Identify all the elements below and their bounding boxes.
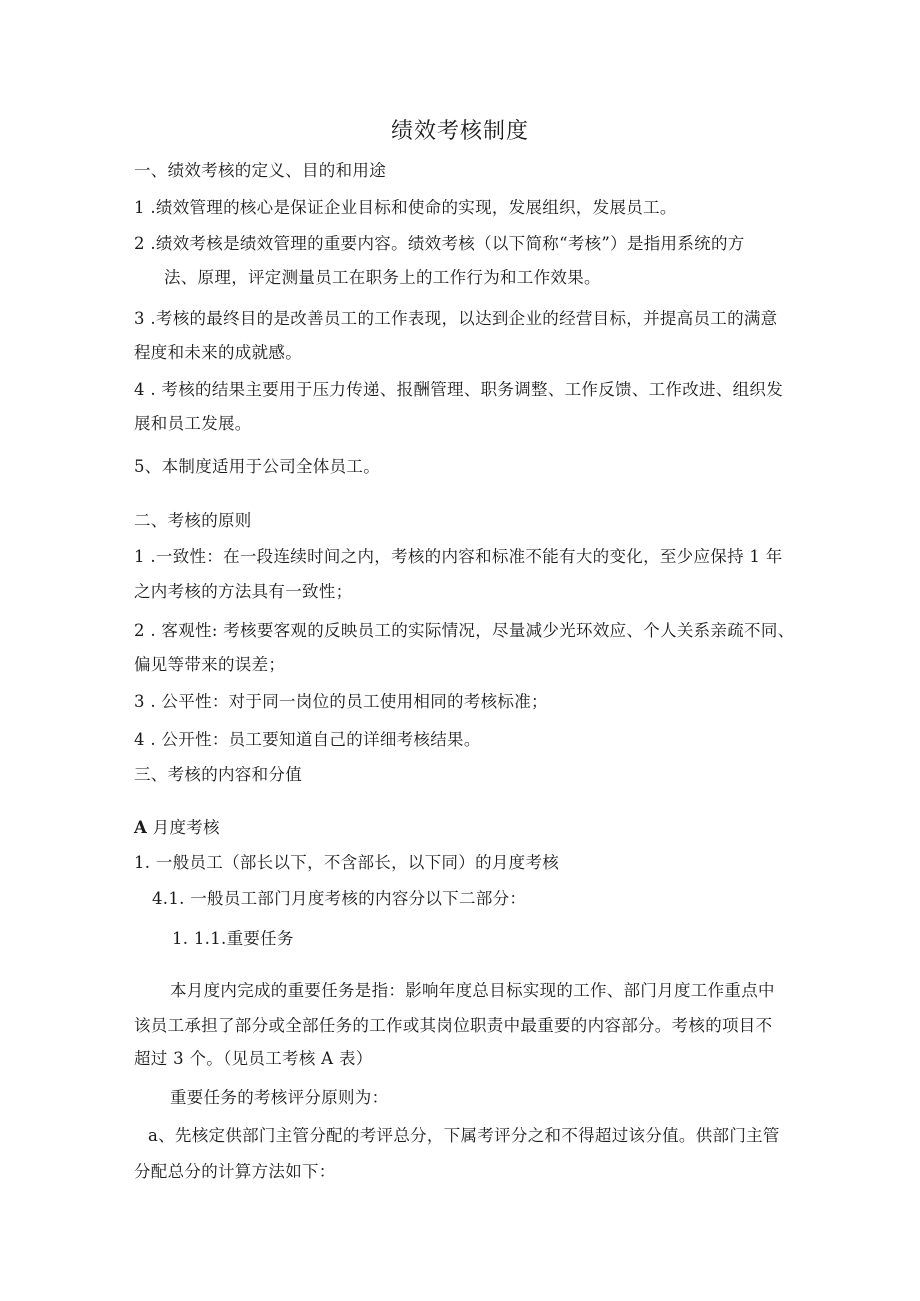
paragraph-3-line-2: 分配总分的计算方法如下： [134,1162,336,1181]
section-2-item-4: 4 . 公开性：员工要知道自己的详细考核结果。 [134,730,481,749]
paragraph-3-line-1: a、先核定供部门主管分配的考评总分，下属考评分之和不得超过该分值。供部门主管 [148,1126,780,1145]
section-1-item-2-line-2: 法、原理，评定测量员工在职务上的工作行为和工作效果。 [164,268,601,287]
paragraph-1-line-3: 超过 3 个。（见员工考核 A 表） [134,1049,373,1068]
section-3-item-1-1-1: 1. 1.1.重要任务 [172,929,294,948]
section-1-item-2-line-1: 2 .绩效考核是绩效管理的重要内容。绩效考核（以下简称“考核”）是指用系统的方 [134,234,745,253]
section-1-item-3-line-2: 程度和未来的成就感。 [134,343,302,362]
section-1-item-4-line-1: 4 . 考核的结果主要用于压力传递、报酬管理、职务调整、工作反馈、工作改进、组织发 [134,380,784,399]
subsection-a [134,817,794,839]
paragraph-1-line-1: 本月度内完成的重要任务是指：影响年度总目标实现的工作、部门月度工作重点中 [170,981,775,1000]
section-1-item-5: 5、本制度适用于公司全体员工。 [134,457,380,476]
document-title: 绩效考核制度 [390,119,529,144]
section-1-item-4-line-2: 展和员工发展。 [134,414,252,433]
section-3-heading: 三、考核的内容和分值 [134,765,302,784]
section-2-item-1-line-1: 1 .一致性：在一段连续时间之内，考核的内容和标准不能有大的变化，至少应保持 1 年 [134,547,783,566]
section-2-heading: 二、考核的原则 [134,511,252,530]
section-2-item-2-line-1: 2 . 客观性: 考核要客观的反映员工的实际情况，尽量减少光环效应、个人关系亲疏不同、 [134,621,795,640]
paragraph-2: 重要任务的考核评分原则为： [170,1088,389,1107]
section-2-item-3: 3 . 公平性：对于同一岗位的员工使用相同的考核标准； [134,692,548,711]
paragraph-1-line-2: 该员工承担了部分或全部任务的工作或其岗位职责中最重要的内容部分。考核的项目不 [134,1016,773,1035]
section-1-heading: 一、绩效考核的定义、目的和用途 [134,161,386,180]
section-2-item-2-line-2: 偏见等带来的误差； [134,655,286,674]
section-3-item-1: 1. 一般员工（部长以下，不含部长，以下同）的月度考核 [134,853,560,872]
section-1-item-1: 1 .绩效管理的核心是保证企业目标和使命的实现，发展组织，发展员工。 [134,198,677,217]
subsection-a-mark: A [134,818,148,837]
section-2-item-1-line-2: 之内考核的方法具有一致性； [134,582,353,601]
section-3-item-1-1: 4.1. 一般员工部门月度考核的内容分以下二部分： [152,889,527,908]
subsection-a-text: 月度考核 [147,818,220,837]
section-1-item-3-line-1: 3 .考核的最终目的是改善员工的工作表现，以达到企业的经营目标，并提高员工的满意 [134,309,778,328]
